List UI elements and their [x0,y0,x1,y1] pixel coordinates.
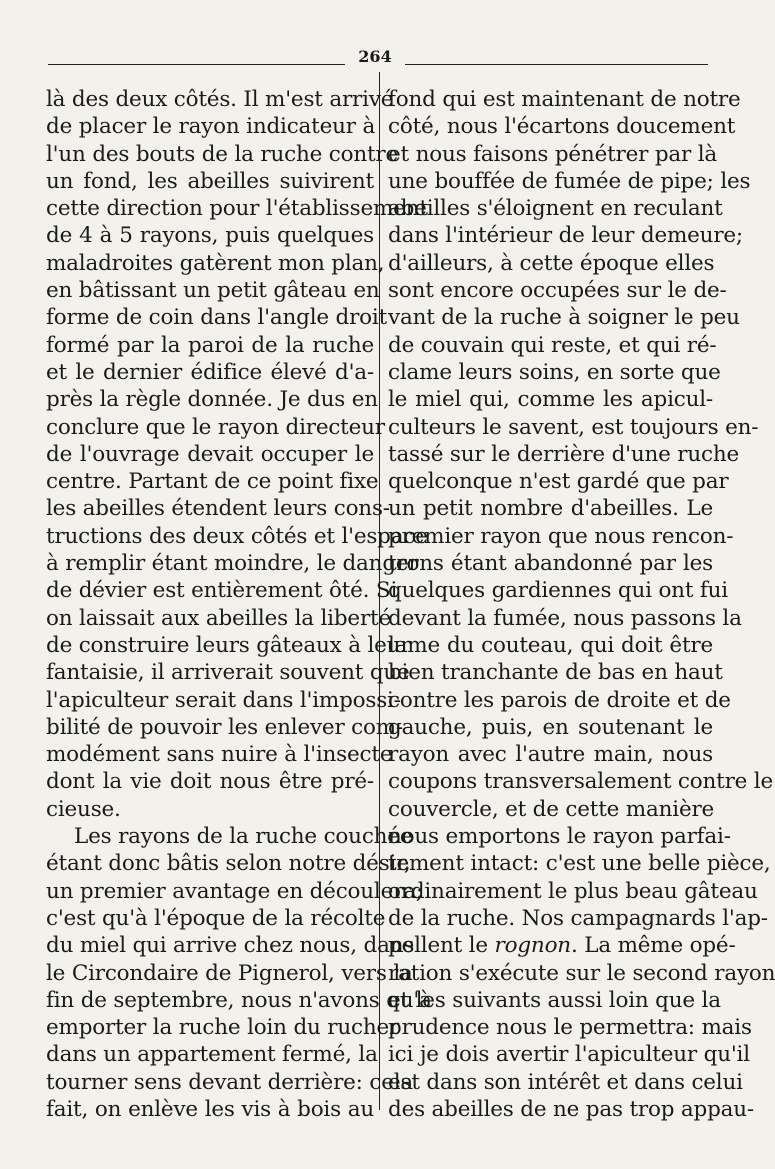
text-line: prudence nous le permettra: mais [388,1015,752,1041]
text-line: bilité de pouvoir les enlever com- [46,714,403,740]
text-line: sont encore occupées sur le de- [388,278,727,304]
text-line: le Circondaire de Pignerol, vers la [46,960,413,986]
text-line: premier rayon que nous rencon- [388,523,734,549]
text-line: l'apiculteur serait dans l'impossi- [46,687,401,713]
text-line: cieuse. [46,796,121,822]
text-line: gauche, puis, en soutenant le [388,714,713,740]
text-line: ordinairement le plus beau gâteau [388,878,758,904]
text-line: culteurs le savent, est toujours en- [388,414,759,440]
text-line [388,932,736,959]
text-line: d'ailleurs, à cette époque elles [388,250,715,276]
text-line: maladroites gatèrent mon plan, [46,250,385,276]
text-line: un fond, les abeilles suivirent [46,168,374,194]
text-segment: pellent le [388,933,488,959]
text-line: coupons transversalement contre le [388,769,774,795]
text-line: ici je dois avertir l'apiculteur qu'il [388,1042,750,1068]
text-line: abeilles s'éloignent en reculant [388,196,723,222]
text-line: est dans son intérêt et dans celui [388,1069,743,1095]
text-line: tructions des deux côtés et l'espace [46,523,428,549]
text-line: ration s'exécute sur le second rayon [388,960,775,986]
text-line: devant la fumée, nous passons la [388,605,742,631]
text-line: le miel qui, comme les apicul- [388,387,713,413]
text-line: de la ruche. Nos campagnards l'ap- [388,905,768,931]
text-line: centre. Partant de ce point fixe [46,469,379,495]
text-line: là des deux côtés. Il m'est arrivé [46,87,394,112]
text-line: dans l'intérieur de leur demeure; [388,223,743,249]
text-line: trons étant abandonné par les [388,551,713,577]
text-line: de 4 à 5 rayons, puis quelques [46,223,374,249]
text-line: tement intact: c'est une belle pièce, [388,851,771,877]
text-line: on laissait aux abeilles la liberté [46,605,391,631]
text-line: quelconque n'est gardé que par [388,469,729,495]
text-line: près la règle donnée. Je dus en [46,387,378,413]
text-line: rayon avec l'autre main, nous [388,742,713,768]
text-line: cette direction pour l'établissement [46,196,428,222]
text-line: dont la vie doit nous être pré- [46,769,374,795]
text-line: dans un appartement fermé, la [46,1042,378,1068]
text-line: de dévier est entièrement ôté. Si [46,578,398,604]
text-line: en bâtissant un petit gâteau en [46,278,380,304]
text-line: conclure que le rayon directeur [46,414,385,440]
text-line: fantaisie, il arriverait souvent que [46,660,410,686]
text-line: et le dernier édifice élevé d'a- [46,359,374,385]
text-line: à remplir étant moindre, le danger [46,551,419,577]
text-line: clame leurs soins, en sorte que [388,359,721,385]
text-line: nous emportons le rayon parfai- [388,824,731,850]
left-column [46,86,432,1123]
text-line: de couvain qui reste, et qui ré- [388,332,717,358]
text-line: formé par la paroi de la ruche [46,332,374,358]
text-line: quelques gardiennes qui ont fui [388,578,728,604]
text-line: vant de la ruche à soigner le peu [388,305,740,331]
text-line: un petit nombre d'abeilles. Le [388,496,713,522]
page-number: 264 [345,48,405,66]
text-line: tassé sur le derrière d'une ruche [388,441,740,467]
text-line: une bouffée de fumée de pipe; les [388,168,751,194]
text-line: forme de coin dans l'angle droit [46,305,388,331]
text-line: lame du couteau, qui doit être [388,632,713,658]
text-line: couvercle, et de cette manière [388,796,715,822]
text-line: c'est qu'à l'époque de la récolte [46,905,386,931]
text-line: de construire leurs gâteaux à leur [46,632,411,658]
text-line: de l'ouvrage devait occuper le [46,441,374,467]
text-line: et nous faisons pénétrer par là [388,141,718,167]
text-line: et les suivants aussi loin que la [388,987,721,1013]
text-segment: . La même opé- [570,933,736,959]
text-line: les abeilles étendent leurs cons- [46,496,390,522]
text-line: fin de septembre, nous n'avons qu'à [46,987,432,1013]
text-line: modément sans nuire à l'insecte [46,742,393,768]
text-line: bien tranchante de bas en haut [388,660,723,686]
text-line: du miel qui arrive chez nous, dans [46,933,415,959]
text-line: fond qui est maintenant de notre [388,87,741,112]
text-line: contre les parois de droite et de [388,687,731,713]
text-line: l'un des bouts de la ruche contre [46,141,399,167]
italic-term: rognon [494,933,571,959]
text-line: de placer le rayon indicateur à [46,114,376,140]
text-line: fait, on enlève les vis à bois au [46,1096,374,1122]
text-line: emporter la ruche loin du rucher [46,1015,400,1041]
text-line: des abeilles de ne pas trop appau- [388,1096,754,1122]
text-line: étant donc bâtis selon notre désir, [46,851,411,877]
text-line: Les rayons de la ruche couchée [74,824,413,850]
text-line: côté, nous l'écartons doucement [388,114,736,140]
text-line: un premier avantage en découlera; [46,878,423,904]
text-line: tourner sens devant derrière: cela [46,1069,414,1095]
right-column [388,86,775,1123]
